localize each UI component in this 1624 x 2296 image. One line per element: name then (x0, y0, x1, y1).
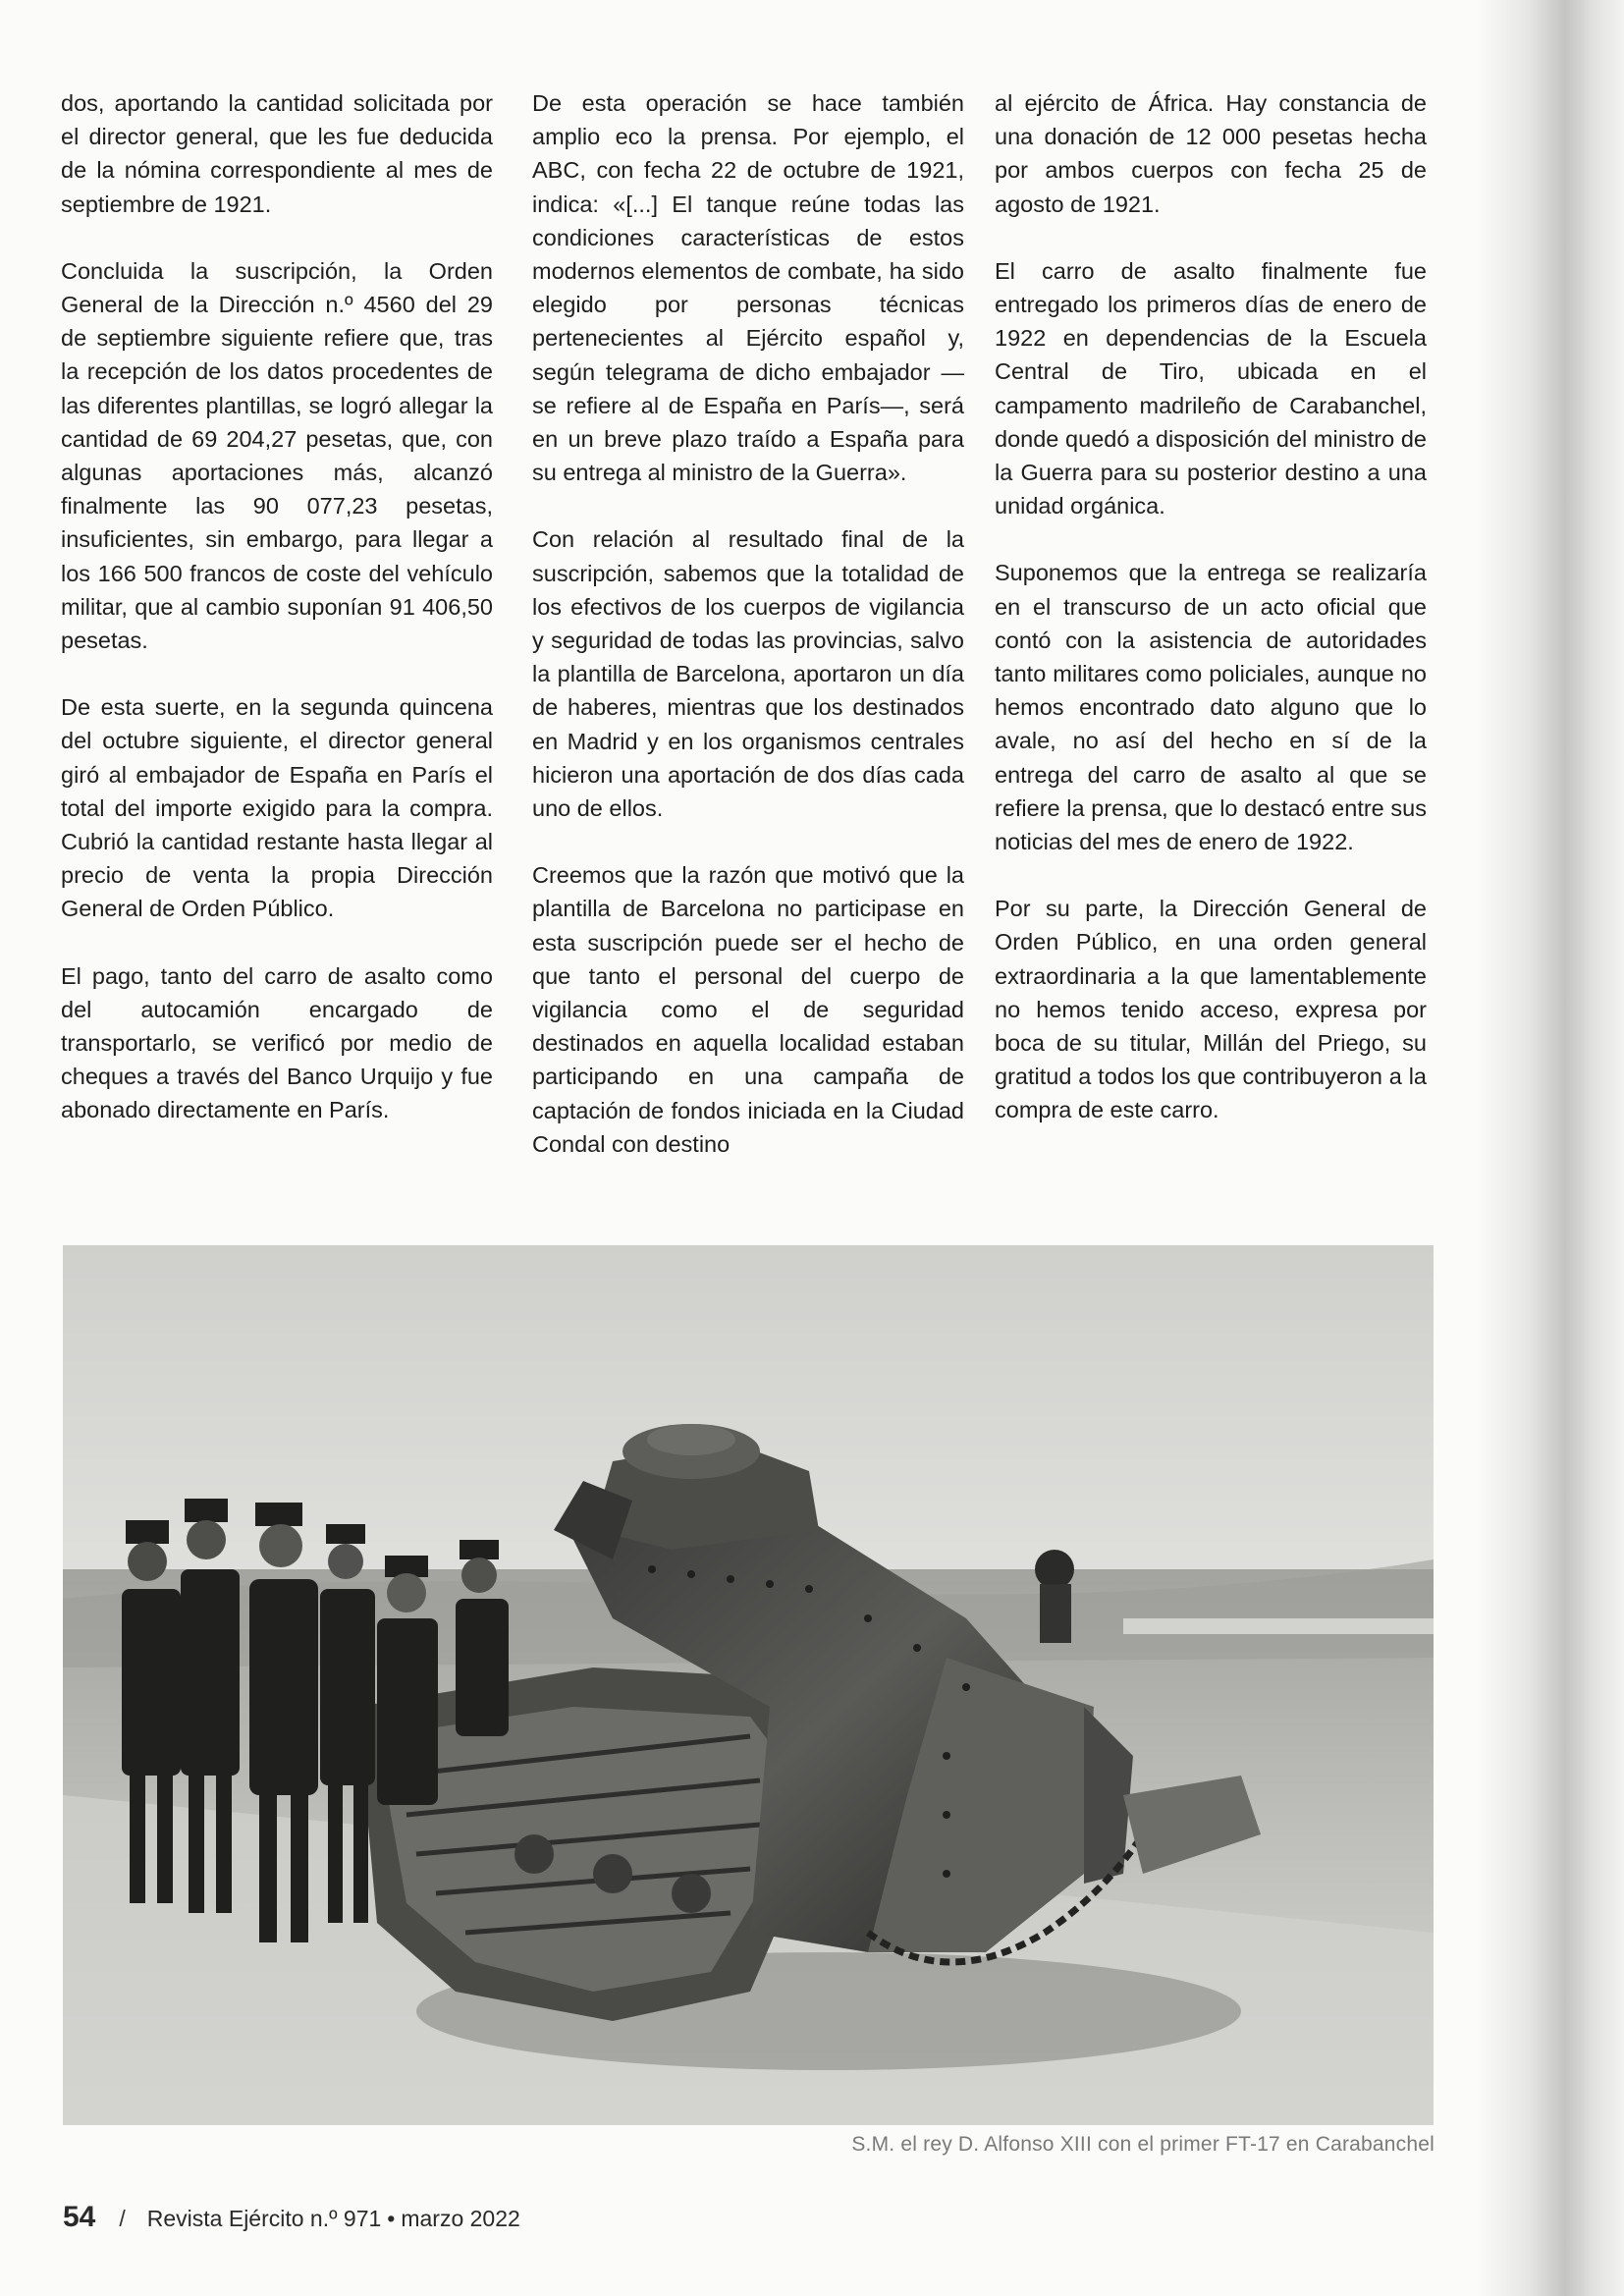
paragraph: Por su parte, la Dirección General de Orden Público, en una orden general extraordinaria a la que lamentablemente no hemos tenido acceso, expresa por boca de su titular, Millán del Priego, su gratitud a todos los que contribuyeron a la compra de este carro. (995, 896, 1427, 1123)
page-number: 54 (63, 2201, 96, 2233)
article-body (61, 86, 1435, 1216)
scan-edge-shadow (1477, 0, 1624, 2296)
paragraph: El carro de asalto finalmente fue entregado los primeros días de enero de 1922 en dependencias de la Escuela Central de Tiro, ubicada en el campamento madrileño de Carabanchel, donde quedó a disposición del ministro de la Guerra para su posterior destino a una unidad orgánica. (995, 257, 1427, 519)
paragraph: Creemos que la razón que motivó que la plantilla de Barcelona no participase en esta suscripción puede ser el hecho de que tanto el personal del cuerpo de vigilancia como el de seguridad destinados en aquella localidad estaban participando en una campaña de captación de fondos iniciada en la Ciudad Condal con destino (532, 862, 964, 1157)
column-1 (61, 86, 493, 1161)
issue-date: marzo 2022 (401, 2206, 520, 2231)
page-footer (63, 2201, 520, 2234)
paragraph: De esta suerte, en la segunda quincena del octubre siguiente, el director general giró al embajador de España en París el total del importe exigido para la compra. Cubrió la cantidad restante hasta llegar al precio de venta la propia Dirección General de Orden Público. (61, 694, 493, 922)
publication-name: Revista Ejército n.º 971 (146, 2206, 382, 2231)
footer-bullet: • (387, 2206, 396, 2231)
paragraph: Con relación al resultado final de la suscripción, sabemos que la totalidad de los efectivos de los cuerpos de vigilancia y seguridad de todas las provincias, salvo la plantilla de Barcelona, aportaron un día de haberes, mientras que los destinados en Madrid y en los organismos centrales hicieron una aportación de dos días cada uno de ellos. (532, 526, 964, 822)
paragraph: El pago, tanto del carro de asalto como del autocamión encargado de transportarlo, se verificó por medio de cheques a través del Banco Urquijo y fue abonado directamente en París. (61, 962, 493, 1123)
historical-photo (63, 1245, 1434, 2125)
photo-caption: S.M. el rey D. Alfonso XIII con el primer FT-17 en Carabanchel (851, 2133, 1435, 2156)
footer-separator: / (119, 2206, 126, 2231)
paragraph: dos, aportando la cantidad solicitada por el director general, que les fue deducida de la nómina correspondiente al mes de septiembre de 1921. (61, 90, 493, 217)
paragraph: al ejército de África. Hay constancia de una donación de 12 000 pesetas hecha por ambos cuerpos con fecha 25 de agosto de 1921. (995, 90, 1427, 217)
paragraph: Concluida la suscripción, la Orden General de la Dirección n.º 4560 del 29 de septiembre siguiente refiere que, tras la recepción de los datos procedentes de las diferentes plantillas, se logró allegar la cantidad de 69 204,27 pesetas, que, con algunas aportaciones más, alcanzó finalmente las 90 077,23 pesetas, insuficientes, sin embargo, para llegar a los 166 500 francos de coste del vehículo militar, que al cambio suponían 91 406,50 pesetas. (61, 257, 493, 654)
column-3 (995, 86, 1427, 1161)
column-2 (532, 86, 964, 1194)
paragraph: Suponemos que la entrega se realizaría en el transcurso de un acto oficial que contó con la asistencia de autoridades tanto militares como policiales, aunque no hemos encontrado dato alguno que lo avale, no así del hecho en sí de la entrega del carro de asalto al que se refiere la prensa, que lo destacó entre sus noticias del mes de enero de 1922. (995, 560, 1427, 855)
paragraph: De esta operación se hace también amplio eco la prensa. Por ejemplo, el ABC, con fecha 22 de octubre de 1921, indica: «[...] El tanque reúne todas las condiciones características de estos modernos elementos de combate, ha sido elegido por personas técnicas pertenecientes al Ejército español y, según telegrama de dicho embajador —se refiere al de España en París—, será en un breve plazo traído a España para su entrega al ministro de la Guerra». (532, 90, 964, 486)
